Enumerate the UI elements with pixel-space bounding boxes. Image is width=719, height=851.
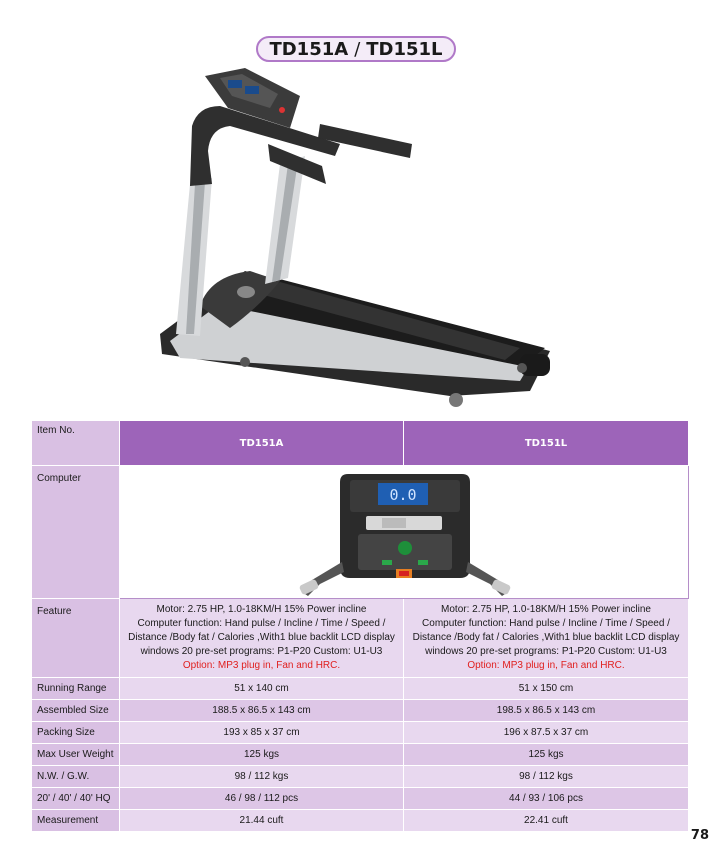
row-label: Assembled Size (32, 700, 120, 722)
table-row (32, 766, 689, 788)
feature-a-line: Computer function: Hand pulse / Incline / Time / Speed / (137, 618, 386, 629)
title-separator: / (354, 38, 361, 60)
row-value-b: 22.41 cuft (404, 810, 689, 832)
console-image (120, 466, 689, 598)
row-value-a: 98 / 112 kgs (120, 766, 404, 788)
table-row (32, 788, 689, 810)
feature-b-line: Distance /Body fat / Calories ,With1 blue backlit LCD display (412, 632, 680, 643)
row-value-b: 196 x 87.5 x 37 cm (404, 722, 689, 744)
feature-a-option: Option: MP3 plug in, Fan and HRC. (182, 660, 341, 671)
feature-row (32, 599, 689, 678)
row-label: Running Range (32, 678, 120, 700)
spec-table (31, 420, 689, 832)
page-number: 78 (690, 828, 709, 843)
console-image-cell (120, 466, 689, 599)
row-label: N.W. / G.W. (32, 766, 120, 788)
computer-row (32, 466, 689, 599)
model-a-header: TD151A (120, 421, 404, 466)
row-value-b: 51 x 150 cm (404, 678, 689, 700)
feature-a (120, 599, 404, 678)
row-value-b: 98 / 112 kgs (404, 766, 689, 788)
header-row (32, 421, 689, 466)
feature-a-line: windows 20 pre-set programs: P1-P20 Custom: U1-U3 (140, 646, 383, 657)
table-row (32, 722, 689, 744)
row-value-b: 125 kgs (404, 744, 689, 766)
table-row (32, 810, 689, 832)
treadmill-image (150, 66, 570, 416)
row-value-a: 188.5 x 86.5 x 143 cm (120, 700, 404, 722)
feature-a-line: Distance /Body fat / Calories ,With1 blue backlit LCD display (128, 632, 395, 643)
row-label: Packing Size (32, 722, 120, 744)
title-model-a: TD151A (269, 38, 349, 60)
table-row (32, 700, 689, 722)
product-title (256, 36, 456, 62)
row-label: 20' / 40' / 40' HQ (32, 788, 120, 810)
row-label: Measurement (32, 810, 120, 832)
feature-b-line: windows 20 pre-set programs: P1-P20 Custom: U1-U3 (425, 646, 667, 657)
row-value-a: 193 x 85 x 37 cm (120, 722, 404, 744)
console-display-readout: 0.0 (389, 486, 417, 504)
row-value-a: 21.44 cuft (120, 810, 404, 832)
feature-a-line: Motor: 2.75 HP, 1.0-18KM/H 15% Power incline (156, 604, 367, 615)
model-b-header: TD151L (404, 421, 689, 466)
title-model-b: TD151L (366, 38, 443, 60)
feature-b (404, 599, 689, 678)
row-value-a: 51 x 140 cm (120, 678, 404, 700)
row-value-b: 198.5 x 86.5 x 143 cm (404, 700, 689, 722)
feature-b-line: Motor: 2.75 HP, 1.0-18KM/H 15% Power incline (441, 604, 651, 615)
feature-label: Feature (32, 599, 120, 678)
feature-b-line: Computer function: Hand pulse / Incline / Time / Speed / (422, 618, 670, 629)
row-value-a: 46 / 98 / 112 pcs (120, 788, 404, 810)
item-no-label: Item No. (32, 421, 120, 466)
feature-b-option: Option: MP3 plug in, Fan and HRC. (467, 660, 625, 671)
row-label: Max User Weight (32, 744, 120, 766)
table-row (32, 678, 689, 700)
row-value-b: 44 / 93 / 106 pcs (404, 788, 689, 810)
computer-label: Computer (32, 466, 120, 599)
table-row (32, 744, 689, 766)
row-value-a: 125 kgs (120, 744, 404, 766)
